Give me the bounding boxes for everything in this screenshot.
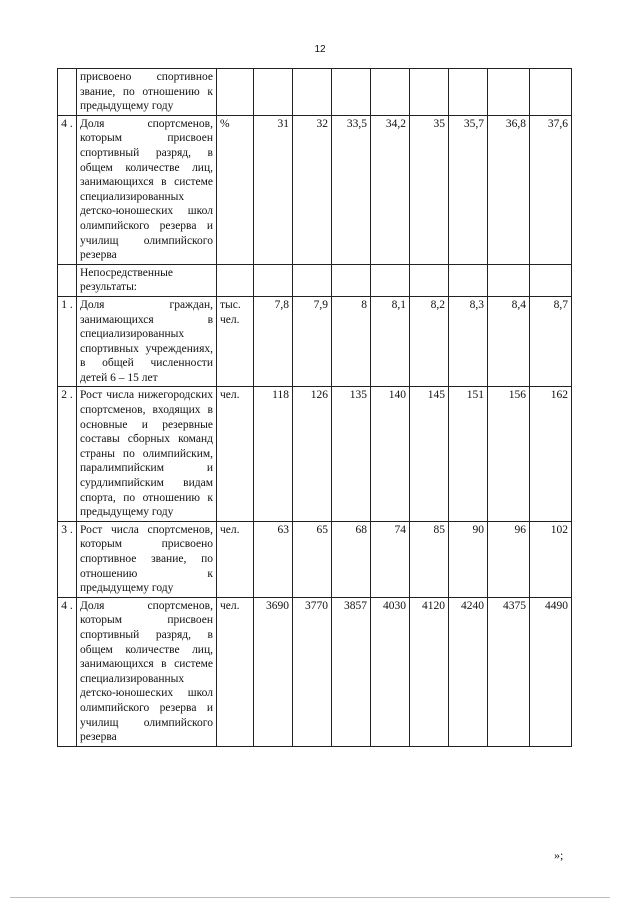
- row-value: 4375: [488, 597, 530, 746]
- row-value: 4490: [530, 597, 572, 746]
- row-value: 4240: [449, 597, 488, 746]
- row-value: 34,2: [371, 115, 410, 264]
- row-value: 31: [254, 115, 293, 264]
- row-value: 4030: [371, 597, 410, 746]
- row-description: Доля граждан, занимающихся в специализированных спортивных учреждениях, в общей численности детей 6 – 15 лет: [77, 296, 217, 387]
- row-value: 3857: [332, 597, 371, 746]
- row-unit: чел.: [217, 521, 254, 597]
- row-value: 102: [530, 521, 572, 597]
- row-value: 33,5: [332, 115, 371, 264]
- row-number: 1 .: [58, 296, 77, 387]
- page-number: 12: [314, 44, 326, 55]
- table-row: [58, 387, 572, 521]
- section-row: [58, 264, 572, 296]
- row-description: Доля спортсменов, которым присвоен спортивный разряд, в общем количестве лиц, занимающихся в системе специализированных детско-юношеских школ олимпийского резерва и училищ олимпийского резерва: [77, 115, 217, 264]
- row-value: 135: [332, 387, 371, 521]
- indicators-table: [57, 68, 572, 747]
- row-value: 126: [293, 387, 332, 521]
- row-value: 36,8: [488, 115, 530, 264]
- continuation-row: [58, 69, 572, 116]
- row-value: 151: [449, 387, 488, 521]
- row-value: 35,7: [449, 115, 488, 264]
- table-row: [58, 296, 572, 387]
- row-value: 3690: [254, 597, 293, 746]
- table-row: [58, 115, 572, 264]
- row-value: 118: [254, 387, 293, 521]
- row-value: 63: [254, 521, 293, 597]
- row-description: Рост числа нижегородских спортсменов, входящих в основные и резервные составы сборных команд страны по олимпийским, паралимпийским и сурдлимпийским видам спорта, по отношению к предыдущему году: [77, 387, 217, 521]
- row-value: 156: [488, 387, 530, 521]
- row-unit: тыс. чел.: [217, 296, 254, 387]
- row-value: 32: [293, 115, 332, 264]
- table-row: [58, 597, 572, 746]
- row-value: 145: [410, 387, 449, 521]
- closing-quote: »;: [554, 848, 564, 862]
- table-row: [58, 521, 572, 597]
- row-value: 4120: [410, 597, 449, 746]
- row-value: 8,1: [371, 296, 410, 387]
- row-value: 8,7: [530, 296, 572, 387]
- row-description: Доля спортсменов, которым присвоен спортивный разряд, в общем количестве лиц, занимающихся в системе специализированных детско-юношеских школ олимпийского резерва и училищ олимпийского резерва: [77, 597, 217, 746]
- row-value: 85: [410, 521, 449, 597]
- row-unit: чел.: [217, 387, 254, 521]
- row-number: 4 .: [58, 597, 77, 746]
- row-value: 8,4: [488, 296, 530, 387]
- row-unit: %: [217, 115, 254, 264]
- row-value: 35: [410, 115, 449, 264]
- row-value: 7,9: [293, 296, 332, 387]
- scan-edge-line: [10, 897, 610, 898]
- row-value: 37,6: [530, 115, 572, 264]
- row-value: 7,8: [254, 296, 293, 387]
- row-unit: чел.: [217, 597, 254, 746]
- row-value: 8,3: [449, 296, 488, 387]
- row-description: Рост числа спортсменов, которым присвоено спортивное звание, по отношению к предыдущему году: [77, 521, 217, 597]
- row-description: присвоено спортивное звание, по отношению к предыдущему году: [77, 69, 217, 116]
- row-number: [58, 69, 77, 116]
- row-value: 65: [293, 521, 332, 597]
- row-value: 140: [371, 387, 410, 521]
- row-value: 74: [371, 521, 410, 597]
- row-value: 3770: [293, 597, 332, 746]
- row-number: 3 .: [58, 521, 77, 597]
- row-value: 162: [530, 387, 572, 521]
- row-value: 90: [449, 521, 488, 597]
- section-label: Непосредственные результаты:: [77, 264, 217, 296]
- row-number: 2 .: [58, 387, 77, 521]
- row-value: 68: [332, 521, 371, 597]
- row-value: 8,2: [410, 296, 449, 387]
- row-number: 4 .: [58, 115, 77, 264]
- row-value: 96: [488, 521, 530, 597]
- row-value: 8: [332, 296, 371, 387]
